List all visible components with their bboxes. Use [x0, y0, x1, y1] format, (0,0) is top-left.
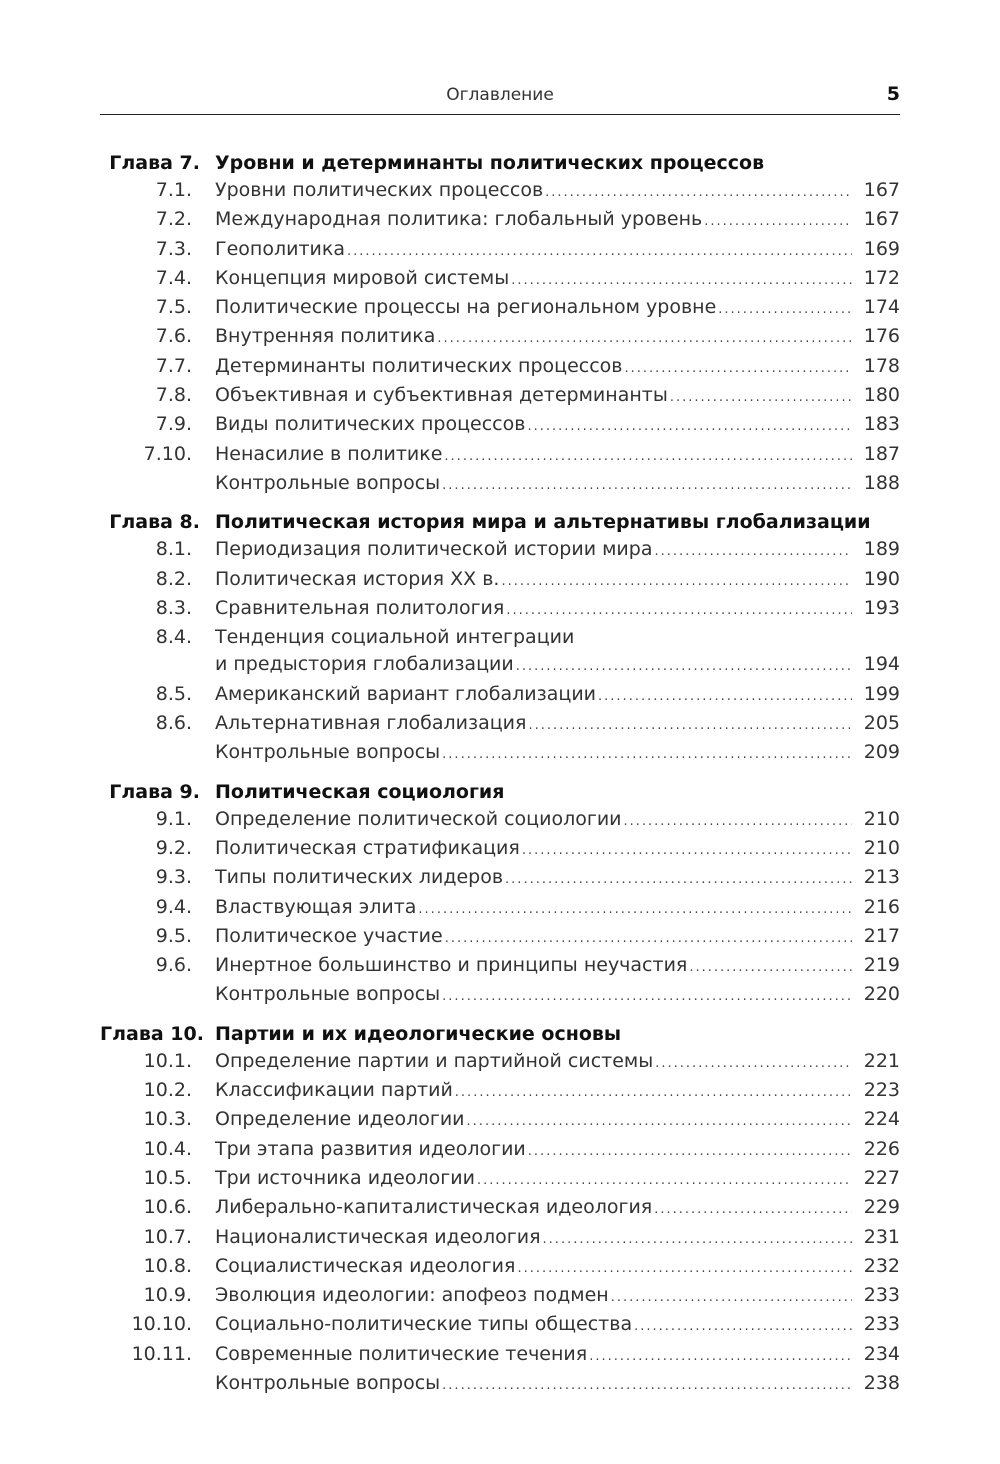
entry-page: 220: [863, 983, 900, 1006]
entry-title: Контрольные вопросы: [215, 471, 441, 494]
dot-leader: [506, 597, 852, 624]
toc-entry: [100, 536, 900, 565]
toc-entry: [100, 353, 900, 382]
entry-title: Виды политических процессов: [215, 413, 526, 436]
entry-title: Политические процессы на региональном уровне: [215, 296, 717, 319]
toc-entry: [100, 595, 900, 624]
dot-leader: [467, 1108, 852, 1135]
toc-entry: [100, 1282, 900, 1311]
entry-page: 190: [863, 567, 900, 590]
entry-page: 187: [863, 442, 900, 465]
entry-page: 216: [863, 895, 900, 918]
toc-entry: [100, 923, 900, 952]
dot-leader: [418, 896, 852, 923]
dot-leader: [444, 443, 852, 470]
entry-title: Детерминанты политических процессов: [215, 354, 623, 377]
entry-title: Тенденция социальной интеграции: [215, 626, 575, 649]
entry-number: 10.4.: [143, 1137, 192, 1160]
dot-leader: [589, 1343, 852, 1370]
entry-title: Типы политических лидеров: [215, 866, 504, 889]
entry-page: 180: [863, 384, 900, 407]
entry-title: Современные политические течения: [215, 1342, 588, 1365]
entry-page: 169: [863, 237, 900, 260]
toc-entry: [100, 806, 900, 835]
entry-title: Политическая история XX в.: [215, 567, 500, 590]
entry-page: 219: [863, 954, 900, 977]
dot-leader: [517, 1255, 852, 1282]
entry-title: Властвующая элита: [215, 895, 417, 918]
entry-title: Контрольные вопросы: [215, 741, 441, 764]
toc-entry: [100, 1165, 900, 1194]
entry-number: 7.5.: [155, 296, 192, 319]
entry-title: Контрольные вопросы: [215, 983, 441, 1006]
entry-page: 233: [863, 1284, 900, 1307]
dot-leader: [655, 1050, 852, 1077]
dot-leader: [522, 837, 852, 864]
toc-entry: [100, 411, 900, 440]
toc-entry: [100, 1048, 900, 1077]
entry-title: Международная политика: глобальный уровень: [215, 208, 703, 231]
entry-title: Уровни политических процессов: [215, 179, 544, 201]
entry-title: Определение партии и партийной системы: [215, 1049, 654, 1072]
entry-title: Определение идеологии: [215, 1108, 465, 1131]
entry-title: Три этапа развития идеологии: [215, 1137, 526, 1160]
entry-page: 178: [863, 354, 900, 377]
entry-number: 9.2.: [155, 836, 192, 859]
entry-number: 9.3.: [155, 866, 192, 889]
dot-leader: [442, 983, 852, 1010]
toc-entry: [100, 835, 900, 864]
entry-page: 167: [863, 179, 900, 201]
entry-number: 8.4.: [155, 626, 192, 649]
entry-title: Эволюция идеологии: апофеоз подмен: [215, 1284, 609, 1307]
entry-title: Периодизация политической истории мира: [215, 538, 653, 561]
chapter-label: Глава 10.: [100, 1022, 204, 1045]
toc-entry: [100, 1253, 900, 1282]
entry-title: Ненасилие в политике: [215, 442, 443, 465]
toc-entry: [100, 864, 900, 893]
entry-number: 10.6.: [143, 1196, 192, 1219]
entry-number: 10.7.: [143, 1225, 192, 1248]
entry-number: 7.1.: [155, 179, 192, 201]
dot-leader: [442, 472, 852, 499]
chapter-heading: [100, 150, 900, 177]
entry-number: 10.1.: [143, 1049, 192, 1072]
entry-number: 7.10.: [143, 442, 192, 465]
entry-number: 10.5.: [143, 1166, 192, 1189]
entry-title: Либерально-капиталистическая идеология: [215, 1196, 653, 1219]
dot-leader: [437, 325, 852, 352]
entry-page: 183: [863, 413, 900, 436]
toc-entry: [100, 1106, 900, 1135]
dot-leader: [442, 1372, 852, 1399]
toc-entry: [100, 1077, 900, 1106]
toc-entry: [100, 1311, 900, 1340]
chapter-heading: [100, 509, 900, 536]
toc-entry: [100, 441, 900, 470]
toc-entry: [100, 294, 900, 323]
dot-leader: [634, 1313, 852, 1340]
entry-number: 10.9.: [143, 1284, 192, 1307]
entry-title: Концепция мировой системы: [215, 266, 510, 289]
entry-number: 9.4.: [155, 895, 192, 918]
dot-leader: [689, 954, 852, 981]
toc-entry: [100, 470, 900, 499]
entry-page: 232: [863, 1254, 900, 1277]
entry-number: 7.7.: [155, 354, 192, 377]
entry-page: 174: [863, 296, 900, 319]
entry-page: 188: [863, 471, 900, 494]
entry-number: 7.6.: [155, 325, 192, 348]
entry-number: 8.2.: [155, 567, 192, 590]
entry-title: Политическое участие: [215, 924, 443, 947]
entry-number: 7.3.: [155, 237, 192, 260]
entry-page: 210: [863, 836, 900, 859]
toc-entry: [100, 1341, 900, 1370]
running-title: Оглавление: [446, 85, 554, 105]
toc-entry: [100, 1136, 900, 1165]
dot-leader: [528, 1138, 852, 1165]
toc-chapter: [100, 150, 900, 499]
entry-page: 227: [863, 1166, 900, 1189]
dot-leader: [545, 179, 852, 206]
entry-page: 209: [863, 741, 900, 764]
toc-entry: [100, 1194, 900, 1223]
entry-title: Объективная и субъективная детерминанты: [215, 384, 668, 407]
entry-title: и предыстория глобализации: [215, 653, 514, 676]
entry-page: 223: [863, 1079, 900, 1102]
entry-number: 8.1.: [155, 538, 192, 561]
chapter-label: Глава 8.: [109, 511, 200, 534]
dot-leader: [625, 355, 853, 382]
toc-entry: [100, 681, 900, 710]
entry-number: 7.9.: [155, 413, 192, 436]
entry-page: 238: [863, 1371, 900, 1394]
entry-page: 213: [863, 866, 900, 889]
toc-entry: [100, 265, 900, 294]
chapter-title: Партии и их идеологические основы: [215, 1022, 622, 1045]
dot-leader: [528, 712, 852, 739]
table-of-contents: [100, 150, 900, 1409]
entry-title: Определение политической социологии: [215, 807, 622, 830]
toc-entry: [100, 1370, 900, 1399]
entry-number: 8.5.: [155, 682, 192, 705]
dot-leader: [455, 1079, 852, 1106]
toc-entry: [100, 624, 900, 681]
dot-leader: [704, 208, 852, 235]
chapter-heading: [100, 1021, 900, 1048]
chapter-label: Глава 9.: [109, 780, 200, 803]
dot-leader: [543, 1226, 852, 1253]
dot-leader: [445, 925, 852, 952]
chapter-title: Политическая история мира и альтернативы глобализации: [215, 511, 871, 534]
dot-leader: [670, 384, 852, 411]
chapter-label: Глава 7.: [109, 152, 200, 174]
dot-leader: [347, 238, 852, 265]
entry-title: Внутренняя политика: [215, 325, 436, 348]
entry-page: 226: [863, 1137, 900, 1160]
dot-leader: [442, 741, 852, 768]
dot-leader: [527, 413, 852, 440]
entry-title: Политическая стратификация: [215, 836, 520, 859]
entry-page: 189: [863, 538, 900, 561]
dot-leader: [511, 267, 852, 294]
entry-title: Сравнительная политология: [215, 596, 505, 619]
toc-entry: [100, 710, 900, 739]
toc-entry: [100, 739, 900, 768]
entry-page: 167: [863, 208, 900, 231]
page-header: [100, 80, 900, 115]
entry-page: 210: [863, 807, 900, 830]
entry-number: 9.1.: [155, 807, 192, 830]
toc-entry: [100, 566, 900, 595]
toc-entry: [100, 1224, 900, 1253]
entry-number: 10.11.: [131, 1342, 192, 1365]
page-number: 5: [886, 83, 900, 105]
dot-leader: [624, 808, 852, 835]
entry-page: 194: [863, 653, 900, 676]
entry-page: 234: [863, 1342, 900, 1365]
dot-leader: [505, 866, 852, 893]
entry-title: Контрольные вопросы: [215, 1371, 441, 1394]
dot-leader: [611, 1284, 852, 1311]
entry-title: Националистическая идеология: [215, 1225, 541, 1248]
entry-page: 224: [863, 1108, 900, 1131]
entry-title: Альтернативная глобализация: [215, 712, 527, 735]
entry-number: 8.6.: [155, 712, 192, 735]
entry-title: Три источника идеологии: [215, 1166, 475, 1189]
entry-page: 231: [863, 1225, 900, 1248]
entry-page: 233: [863, 1313, 900, 1336]
entry-page: 193: [863, 596, 900, 619]
entry-title: Геополитика: [215, 237, 345, 260]
entry-number: 9.5.: [155, 924, 192, 947]
toc-entry: [100, 952, 900, 981]
chapter-heading: [100, 779, 900, 806]
entry-title: Американский вариант глобализации: [215, 682, 597, 705]
entry-page: 221: [863, 1049, 900, 1072]
toc-entry: [100, 323, 900, 352]
entry-number: 7.8.: [155, 384, 192, 407]
entry-number: 7.4.: [155, 266, 192, 289]
entry-page: 217: [863, 924, 900, 947]
toc-chapter: [100, 1021, 900, 1400]
entry-page: 172: [863, 266, 900, 289]
entry-title: Социально-политические типы общества: [215, 1313, 633, 1336]
dot-leader: [477, 1167, 852, 1194]
dot-leader: [516, 653, 852, 680]
entry-number: 10.8.: [143, 1254, 192, 1277]
entry-title: Инертное большинство и принципы неучастия: [215, 954, 688, 977]
dot-leader: [654, 538, 852, 565]
toc-entry: [100, 206, 900, 235]
entry-page: 229: [863, 1196, 900, 1219]
entry-page: 176: [863, 325, 900, 348]
entry-page: 205: [863, 712, 900, 735]
toc-entry: [100, 382, 900, 411]
dot-leader: [654, 1196, 852, 1223]
chapter-title: Политическая социология: [215, 780, 505, 803]
entry-number: 10.2.: [143, 1079, 192, 1102]
toc-entry: [100, 236, 900, 265]
entry-page: 199: [863, 682, 900, 705]
chapter-title: Уровни и детерминанты политических процессов: [215, 152, 765, 174]
entry-number: 9.6.: [155, 954, 192, 977]
entry-number: 7.2.: [155, 208, 192, 231]
dot-leader: [718, 296, 852, 323]
toc-entry: [100, 177, 900, 206]
dot-leader: [501, 568, 852, 595]
toc-chapter: [100, 509, 900, 768]
toc-entry: [100, 981, 900, 1010]
entry-number: 10.3.: [143, 1108, 192, 1131]
dot-leader: [598, 683, 852, 710]
entry-number: 8.3.: [155, 596, 192, 619]
entry-number: 10.10.: [131, 1313, 192, 1336]
toc-entry: [100, 894, 900, 923]
entry-title: Классификации партий: [215, 1079, 453, 1102]
entry-title: Социалистическая идеология: [215, 1254, 516, 1277]
toc-chapter: [100, 779, 900, 1011]
